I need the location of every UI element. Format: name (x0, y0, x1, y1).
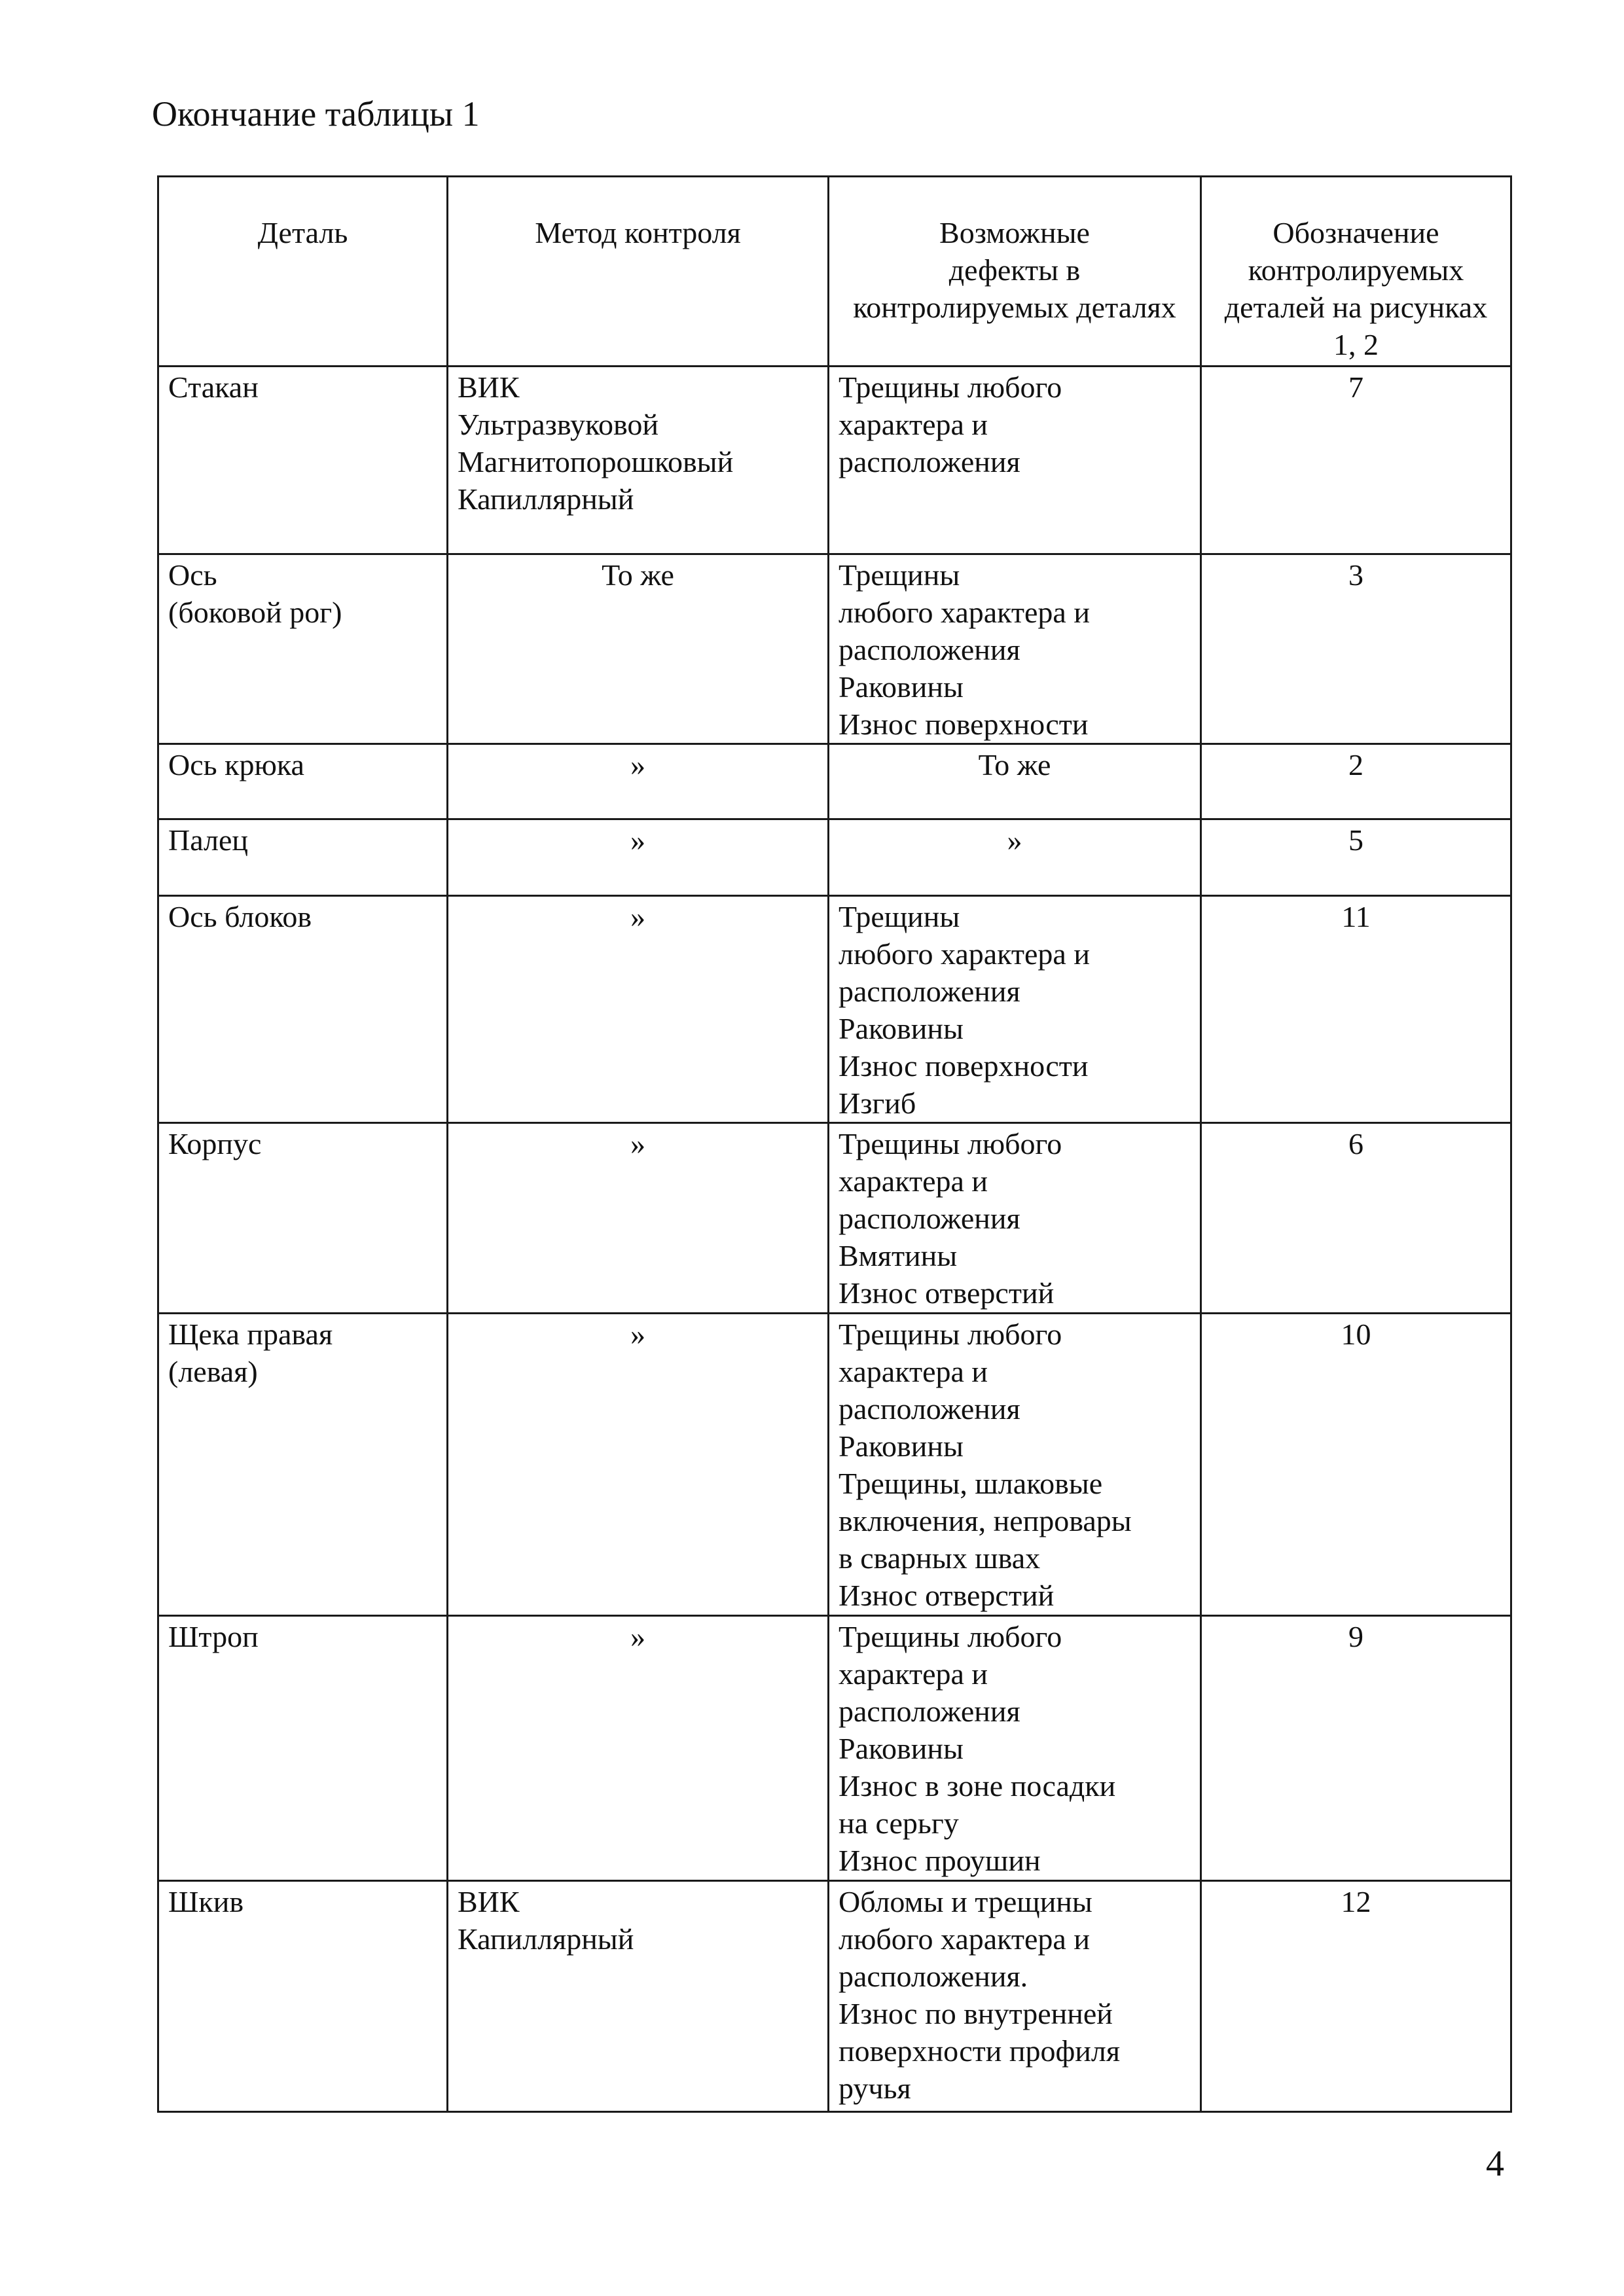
cell-designation: 3 (1201, 554, 1511, 744)
cell-designation: 11 (1201, 896, 1511, 1123)
page-number: 4 (1486, 2144, 1504, 2184)
cell-detail: Ось крюка (158, 744, 448, 819)
cell-defects: Обломы и трещины любого характера и расположения. Износ по внутренней поверхности профиля ручья (829, 1881, 1201, 2112)
table-row (158, 1314, 1511, 1616)
cell-method: ВИК Капиллярный (448, 1881, 829, 2112)
cell-detail: Корпус (158, 1123, 448, 1314)
cell-defects: Трещины любого характера и расположения (829, 367, 1201, 554)
cell-designation: 6 (1201, 1123, 1511, 1314)
cell-designation: 7 (1201, 367, 1511, 554)
table-header-row (158, 177, 1511, 367)
table-row (158, 896, 1511, 1123)
cell-designation: 9 (1201, 1616, 1511, 1881)
header-detail: Деталь (158, 177, 448, 367)
cell-detail: Ось (боковой рог) (158, 554, 448, 744)
table-row (158, 1881, 1511, 2112)
table-caption: Окончание таблицы 1 (152, 94, 480, 134)
cell-designation: 2 (1201, 744, 1511, 819)
cell-defects: Трещины любого характера и расположения Раковины Трещины, шлаковые включения, непровары в сварных швах Износ отверстий (829, 1314, 1201, 1616)
cell-detail: Ось блоков (158, 896, 448, 1123)
table-row (158, 819, 1511, 896)
table-row (158, 367, 1511, 554)
cell-method: ВИК Ультразвуковой Магнитопорошковый Капиллярный (448, 367, 829, 554)
cell-detail: Палец (158, 819, 448, 896)
defects-table (157, 175, 1512, 2113)
cell-method: » (448, 1123, 829, 1314)
table-row (158, 554, 1511, 744)
cell-method: То же (448, 554, 829, 744)
cell-defects: » (829, 819, 1201, 896)
defects-table-wrapper (157, 175, 1512, 2113)
cell-method: » (448, 896, 829, 1123)
cell-method: » (448, 1314, 829, 1616)
table-row (158, 1123, 1511, 1314)
cell-designation: 5 (1201, 819, 1511, 896)
cell-defects: Трещины любого характера и расположения Раковины Износ поверхности Изгиб (829, 896, 1201, 1123)
cell-designation: 10 (1201, 1314, 1511, 1616)
header-defects: Возможные дефекты в контролируемых деталях (829, 177, 1201, 367)
cell-detail: Щека правая (левая) (158, 1314, 448, 1616)
cell-method: » (448, 1616, 829, 1881)
cell-detail: Стакан (158, 367, 448, 554)
cell-detail: Шкив (158, 1881, 448, 2112)
cell-defects: Трещины любого характера и расположения Раковины Износ поверхности (829, 554, 1201, 744)
header-method: Метод контроля (448, 177, 829, 367)
cell-detail: Штроп (158, 1616, 448, 1881)
cell-designation: 12 (1201, 1881, 1511, 2112)
table-row (158, 744, 1511, 819)
cell-defects: Трещины любого характера и расположения Вмятины Износ отверстий (829, 1123, 1201, 1314)
cell-method: » (448, 744, 829, 819)
header-designation: Обозначение контролируемых деталей на рисунках 1, 2 (1201, 177, 1511, 367)
cell-method: » (448, 819, 829, 896)
cell-defects: То же (829, 744, 1201, 819)
cell-defects: Трещины любого характера и расположения Раковины Износ в зоне посадки на серьгу Износ проушин (829, 1616, 1201, 1881)
table-row (158, 1616, 1511, 1881)
